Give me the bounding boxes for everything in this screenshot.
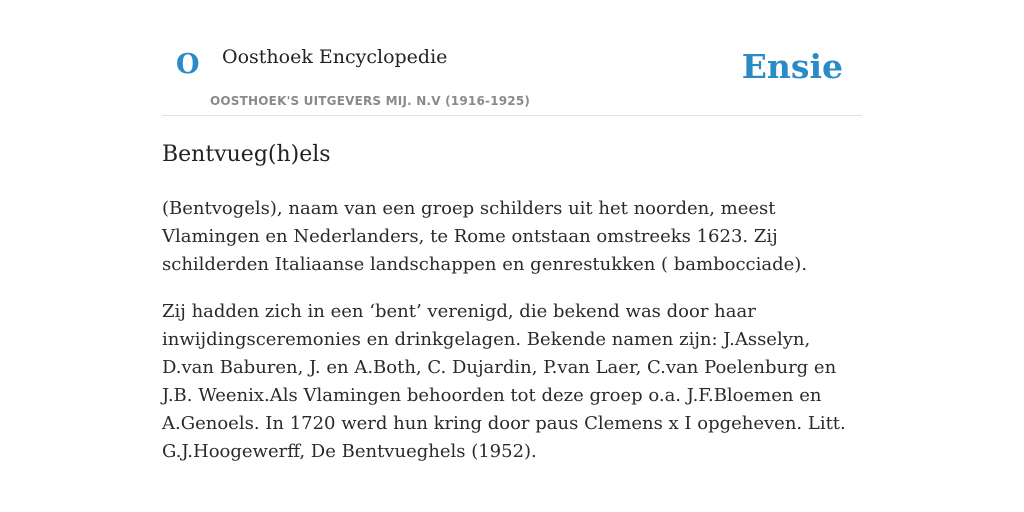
entry-title: Bentvueg(h)els: [162, 142, 331, 167]
ensie-logo[interactable]: Ensie: [741, 47, 843, 86]
entry-body: [162, 195, 862, 466]
entry-paragraph: (Bentvogels), naam van een groep schilders uit het noorden, meest Vlamingen en Nederlanders, te Rome ontstaan omstreeks 1623. Zij schilderden Italiaanse landschappen en genrestukken ( bambocciade).: [162, 198, 808, 275]
page: [162, 0, 862, 466]
oosthoek-logo[interactable]: O: [176, 49, 200, 80]
entry-paragraph: Zij hadden zich in een ‘bent’ verenigd, die bekend was door haar inwijdingsceremonies en drinkgelagen. Bekende namen zijn: J.Asselyn, D.van Baburen, J. en A.Both, C. Dujardin, P.van Laer, C.van Poelenburg en J.B. Weenix.Als Vlamingen behoorden tot deze groep o.a. J.F.Bloemen en A.Genoels. In 1720 werd hun kring door paus Clemens x I opgeheven. Litt. G.J.Hoogewerff, De Bentvueghels (1952).: [162, 301, 846, 462]
encyclopedia-title[interactable]: Oosthoek Encyclopedie: [222, 46, 448, 68]
entry-content: [162, 140, 862, 466]
publisher-subtitle: OOSTHOEK'S UITGEVERS MIJ. N.V (1916-1925): [210, 94, 531, 108]
site-header: [162, 0, 862, 116]
